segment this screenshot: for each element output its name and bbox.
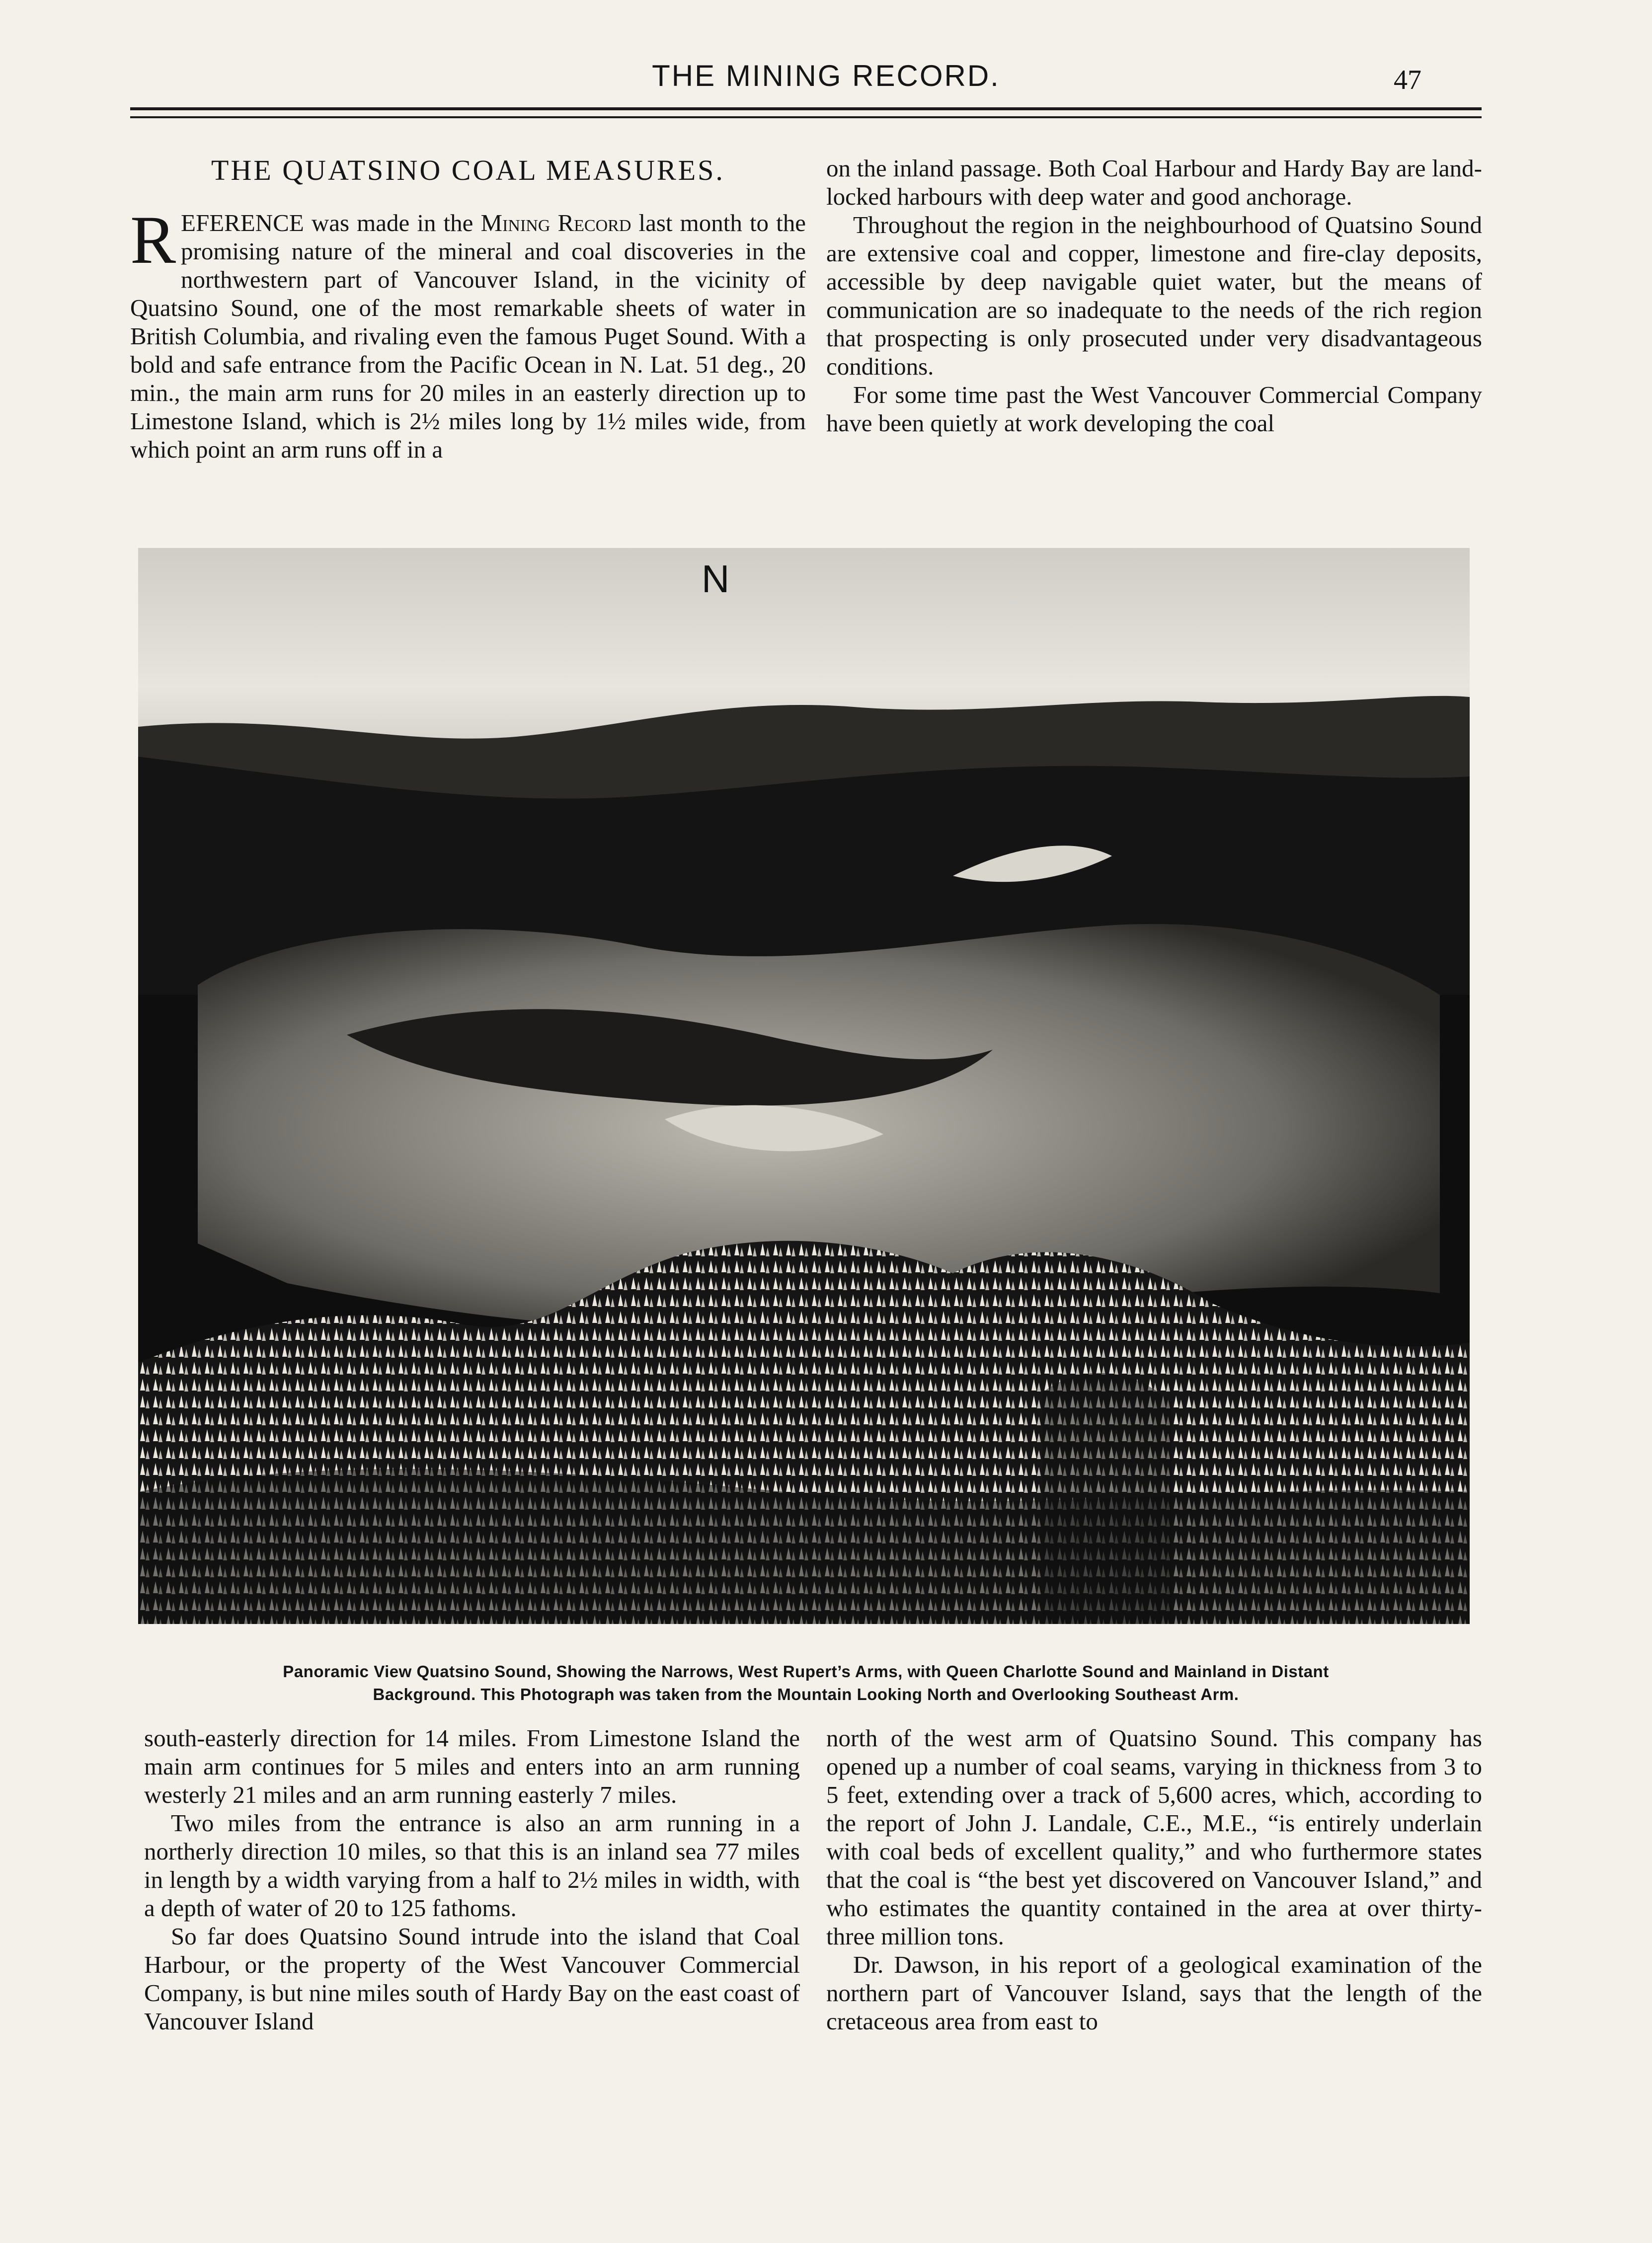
- intro-paragraph: [130, 202, 806, 464]
- column-top-left: [130, 202, 806, 464]
- paragraph: Throughout the region in the neighbourhood of Quatsino Sound are extensive coal and copper, limestone and fire-clay deposits, accessible by deep navigable quiet water, but the means of communication are so inadequate to the needs of the rich region that prospecting is only prosecuted under very disadvantageous conditions.: [826, 211, 1482, 380]
- caption-line-2: Background. This Photograph was taken from the Mountain Looking North and Overlooking Southeast Arm.: [373, 1685, 1239, 1703]
- paragraph: For some time past the West Vancouver Commercial Company have been quietly at work developing the coal: [826, 381, 1482, 437]
- header-rule-bottom: [130, 116, 1482, 118]
- column-bottom-left: [144, 1724, 800, 2035]
- column-top-right: [826, 154, 1482, 437]
- north-marker: N: [702, 557, 730, 601]
- paragraph: on the inland passage. Both Coal Harbour and Hardy Bay are land-locked harbours with deep water and good anchorage.: [826, 155, 1482, 210]
- article-title: THE QUATSINO COAL MEASURES.: [211, 154, 725, 186]
- paragraph: south-easterly direction for 14 miles. From Limestone Island the main arm continues for 5 miles and enters into an arm running westerly 21 miles and an arm running easterly 7 miles.: [144, 1724, 800, 1808]
- intro-rest: last month to the promising nature of the mineral and coal discoveries in the northwestern part of Vancouver Island, in the vicinity of Quatsino Sound, one of the most remarkable sheets of water in British Columbia, and rivaling even the famous Puget Sound. With a bold and safe entrance from the Pacific Ocean in N. Lat. 51 deg., 20 min., the main arm runs for 20 miles in an easterly direction up to Limestone Island, which is 2½ miles long by 1½ miles wide, from which point an arm runs off in a: [130, 209, 806, 463]
- page-number: 47: [1394, 65, 1421, 95]
- photograph-illustration: [138, 548, 1470, 1624]
- intro-first: EFERENCE was made in the: [181, 209, 481, 236]
- paragraph: Dr. Dawson, in his report of a geological examination of the northern part of Vancouver Island, says that the length of the cretaceous area from east to: [826, 1951, 1482, 2035]
- drop-cap: R: [130, 202, 176, 278]
- caption-line-1: Panoramic View Quatsino Sound, Showing the Narrows, West Rupert’s Arms, with Queen Charlotte Sound and Mainland in Distant: [283, 1662, 1329, 1681]
- paragraph: So far does Quatsino Sound intrude into the island that Coal Harbour, or the property of the West Vancouver Commercial Company, is but nine miles south of Hardy Bay on the east coast of Vancouver Island: [144, 1923, 800, 2035]
- panoramic-photograph: [138, 548, 1470, 1624]
- photo-caption: [130, 1660, 1482, 1706]
- column-bottom-right: [826, 1724, 1482, 2035]
- paragraph: Two miles from the entrance is also an arm running in a northerly direction 10 miles, so that this is an inland sea 77 miles in length by a width varying from a half to 2½ miles in width, with a depth of water of 20 to 125 fathoms.: [144, 1809, 800, 1922]
- paragraph: north of the west arm of Quatsino Sound. This company has opened up a number of coal seams, varying in thickness from 3 to 5 feet, extending over a track of 5,600 acres, which, according to the report of John J. Landale, C.E., M.E., “is entirely underlain with coal beds of excellent quality,” and who furthermore states that the coal is “the best yet discovered on Vancouver Island,” and who estimates the quantity contained in the area at over thirty-three million tons.: [826, 1724, 1482, 1950]
- running-head: THE MINING RECORD.: [652, 59, 1000, 92]
- publication-name: Mining Record: [480, 209, 631, 236]
- header-rule-top: [130, 107, 1482, 110]
